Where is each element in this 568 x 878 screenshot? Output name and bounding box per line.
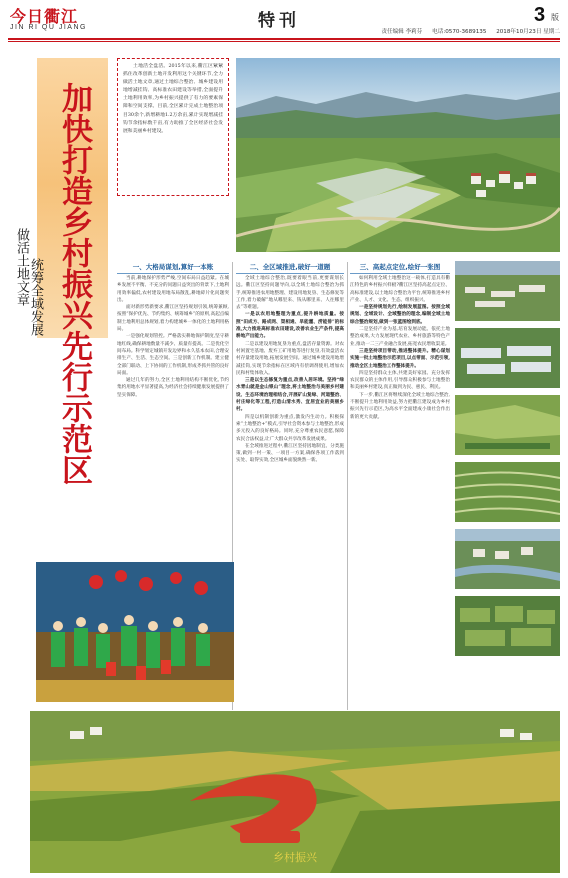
sub-headline-line2: 统筹全域发展	[28, 258, 43, 336]
newspaper-logo: 今日衢江	[10, 7, 79, 26]
paragraph: 通过几年的努力,全区土地利用结构不断优化,节约集约用地水平显著提高,为经济社会持续健康发展提供了坚实保障。	[117, 378, 229, 398]
column-heading: 一、大格局谋划,算好一本账	[132, 263, 214, 271]
thumbnail-column	[455, 261, 560, 663]
paragraph: 全域土地综合整治,既要着眼当前,更要谋划长远。衢江区坚持问题导向,以全域土地综合整治为抓手,统筹推进农用地整理、建设用地复垦、生态修复等工作,着力破解“地从哪里来、钱从哪里来、人往哪里去”等难题。	[236, 276, 344, 311]
hillside-fields-photo	[455, 596, 560, 656]
masthead	[0, 0, 568, 44]
paragraph: 三是坚持项目带动,推进整体提升。精心谋划实施一批土地整治示范项目,以点带面、示范引领,推动全区土地整治工作整体提升。	[350, 348, 450, 369]
terrace-fields-photo	[455, 462, 560, 522]
paragraph: 一是坚持规划先行,绘制发展蓝图。按照全域规划、全域设计、全域整治的理念,编制全域土地综合整治规划,做到一张蓝图绘到底。	[350, 305, 450, 325]
paragraph: 当前,耕地保护形势严峻,空间布局日益趋紧。在城乡发展不平衡、不充分的问题日益突出的背景下,土地利用效率偏低,农村建设用地布局散乱,耕地碎片化问题突出。	[117, 276, 229, 303]
column-divider	[347, 262, 348, 710]
landscape-photo	[236, 58, 560, 252]
festival-photo	[36, 562, 234, 702]
rice-field-art-photo	[30, 711, 560, 873]
issue-date: 2018年10月23日 星期二	[496, 29, 560, 35]
paragraph: 面对新形势新要求,衢江区坚持规划引领,统筹兼顾,按照“保护优先、节约集约、统筹城乡”的原则,高起点编制土地利用总体规划,着力构建城乡一体化的土地利用格局。	[117, 305, 229, 333]
greenhouse-photo	[455, 328, 560, 388]
paragraph: 四是坚持群众主体,共建美好家园。充分发挥农民群众的主体作用,引导群众积极参与土地整治和美丽乡村建设,真正做到为民、惠民、利民。	[350, 370, 450, 391]
phone-info: 电话:0570-3689135	[432, 29, 487, 35]
paragraph: 二是以建设用地复垦为重点,盘活存量资源。对农村闲置宅基地、废弃工矿用地等进行复垦,有效盘活农村存量建设用地,拓展发展空间。通过城乡建设用地增减挂钩,实现节余指标在区域内有偿调剂使用,增加农民和村集体收入。	[236, 341, 344, 376]
river-village-photo	[455, 529, 560, 589]
paragraph: 三是以生态修复为重点,改善人居环境。坚持“绿水青山就是金山银山”理念,将土地整治与美丽乡村建设、生态环境治理相结合,开展矿山复绿、河道整治、村庄绿化等工程,打造山清水秀、宜居宜业的美丽乡村。	[236, 378, 344, 413]
village-aerial-photo	[455, 261, 560, 321]
paragraph: 在全域推进过程中,衢江区坚持因地制宜、分类施策,做到一村一策、一项目一方案,确保各项工作落到实处、取得实效,全区城乡面貌焕然一新。	[236, 443, 344, 464]
article-column-1	[117, 262, 229, 562]
paragraph: 一是以农用地整理为重点,提升耕地质量。按照“田成方、路成网、渠相通、旱能灌、涝能排”的标准,大力推进高标准农田建设,改善农业生产条件,提高耕地产出能力。	[236, 312, 344, 340]
page-number: 3	[534, 4, 546, 26]
paragraph: 下一步,衢江区将继续深化全域土地综合整治,不断提升土地利用效益,努力把衢江建设成为乡村振兴先行示范区,为高水平全面建成小康社会作出新的更大贡献。	[350, 392, 450, 420]
sub-headline-2	[28, 258, 42, 336]
sub-headline-line1: 做活土地文章	[14, 228, 29, 306]
paragraph: 一是强化规划管控。严格落实耕地保护制度,坚守耕地红线,确保耕地数量不减少、质量有提高。二是优化空间布局。科学划定城镇开发边界和永久基本农田,合理安排生产、生活、生态空间。三是创新工作机制。建立健全部门联动、上下协同的工作机制,形成齐抓共管的良好局面。	[117, 334, 229, 376]
editor-info: 责任编辑 李莉芬	[381, 29, 423, 35]
field-banner-text: 乡村振兴	[273, 852, 317, 864]
main-headline: 加快打造乡村振兴先行示范区	[56, 82, 92, 485]
section-title: 特刊	[258, 11, 300, 31]
masthead-rule-thin	[8, 41, 560, 42]
masthead-rule	[8, 38, 560, 40]
paragraph: 四是以机制创新为重点,激发内生动力。积极探索“土地整治+”模式,引导社会资本参与土地整治,形成多元投入的良好格局。同时,充分尊重农民意愿,保障农民合法权益,让广大群众共享改革发展成果。	[236, 414, 344, 442]
masthead-meta	[373, 27, 560, 35]
page-label: 版	[551, 13, 559, 22]
logo-pinyin: JIN RI QU JIANG	[10, 24, 87, 31]
column-heading: 二、全区域推进,破好一道题	[249, 263, 331, 271]
farmland-photo	[455, 395, 560, 455]
paragraph: 如何利用全域土地整治这一载体,打造具有衢江特色的乡村振兴样板?衢江区坚持高起点定位、高标准建设,以土地综合整治为平台,统筹推进乡村产业、人才、文化、生态、组织振兴。	[350, 276, 450, 303]
sub-headline	[14, 228, 28, 306]
intro-box: 土地活全盘活。2015年以来,衢江区紧紧抓住改革创新土地开发利用这个关键环节,全力做活土地文章,通过土地综合整治、城乡建设用地增减挂钩、高标准农田建设等举措,全面提升土地利用效率,为乡村振兴提供了有力的要素保障和空间支撑。目前,全区累计完成土地整治项目30余个,新增耕地1.2万余亩,累计实现增减挂钩节余指标数千亩,有力助推了全区经济社会发展和美丽乡村建设。	[117, 58, 229, 196]
paragraph: 二是坚持产业为基,培育发展动能。依托土地整治成果,大力发展现代农业、乡村旅游等特色产业,推动一二三产业融合发展,拓宽农民增收渠道。	[350, 327, 450, 347]
column-heading: 三、高起点定位,绘好一张图	[359, 263, 441, 271]
